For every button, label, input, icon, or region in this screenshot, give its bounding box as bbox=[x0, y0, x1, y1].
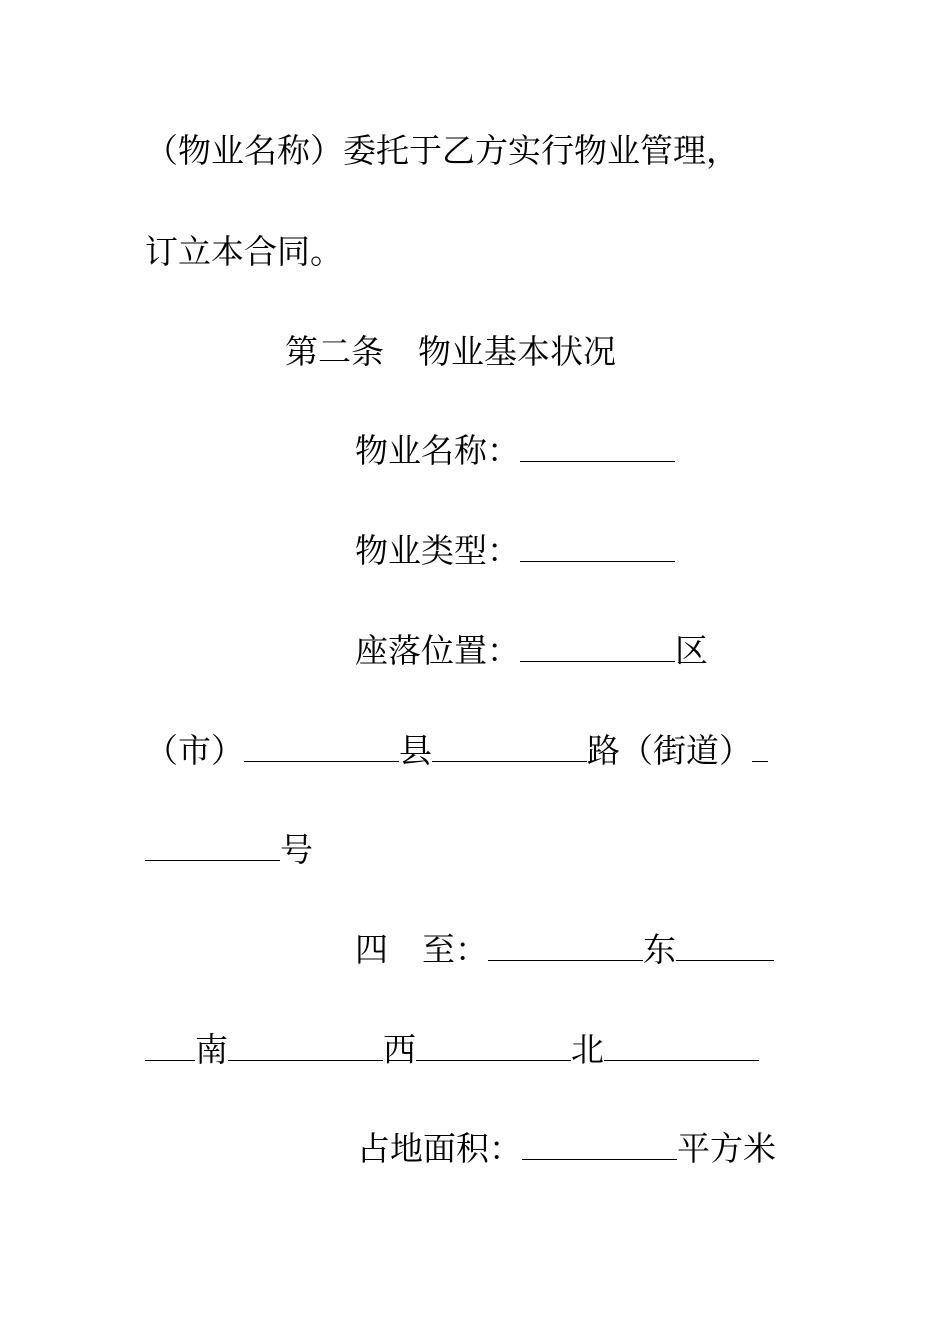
intro-line-1 bbox=[145, 131, 739, 171]
north-blank bbox=[604, 1032, 759, 1061]
boundary-row-2 bbox=[145, 1030, 759, 1070]
boundary-row-1 bbox=[355, 930, 774, 970]
property-name-blank bbox=[520, 433, 675, 462]
west-text: 西 bbox=[383, 1030, 416, 1069]
boundary-label-2: 至： bbox=[422, 930, 488, 969]
article-heading bbox=[285, 332, 616, 372]
property-name-row bbox=[355, 431, 675, 471]
article-number: 第二条 bbox=[285, 332, 384, 371]
district-blank bbox=[520, 633, 675, 662]
location-row-3 bbox=[145, 830, 313, 870]
city-text: （市） bbox=[145, 731, 244, 770]
city-blank bbox=[244, 733, 399, 762]
property-type-row bbox=[355, 531, 675, 571]
district-text: 区 bbox=[675, 631, 708, 670]
area-label: 占地面积： bbox=[357, 1129, 522, 1168]
intro-line-2 bbox=[145, 232, 343, 272]
county-blank bbox=[432, 733, 587, 762]
road-text: 路（街道） bbox=[587, 731, 752, 770]
south-text: 南 bbox=[195, 1030, 228, 1069]
south-blank bbox=[228, 1032, 383, 1061]
east-blank bbox=[488, 932, 643, 961]
county-text: 县 bbox=[399, 731, 432, 770]
intro-text-2: 订立本合同。 bbox=[145, 232, 343, 271]
intro-text-1: （物业名称）委托于乙方实行物业管理， bbox=[145, 131, 739, 170]
number-text: 号 bbox=[280, 830, 313, 869]
west-blank bbox=[416, 1032, 571, 1061]
number-blank bbox=[145, 832, 280, 861]
south-blank-start bbox=[145, 1032, 195, 1061]
property-type-blank bbox=[520, 533, 675, 562]
article-title: 物业基本状况 bbox=[418, 332, 616, 371]
location-row-2 bbox=[145, 731, 768, 771]
north-text: 北 bbox=[571, 1030, 604, 1069]
east-blank-2 bbox=[676, 932, 774, 961]
boundary-label-1: 四 bbox=[355, 930, 388, 969]
location-label: 座落位置： bbox=[355, 631, 520, 670]
area-blank bbox=[522, 1131, 677, 1160]
area-row bbox=[357, 1129, 776, 1169]
location-row-1 bbox=[355, 631, 708, 671]
east-text: 东 bbox=[643, 930, 676, 969]
road-blank-start bbox=[752, 733, 768, 762]
property-name-label: 物业名称： bbox=[355, 431, 520, 470]
property-type-label: 物业类型： bbox=[355, 531, 520, 570]
area-unit: 平方米 bbox=[677, 1129, 776, 1168]
